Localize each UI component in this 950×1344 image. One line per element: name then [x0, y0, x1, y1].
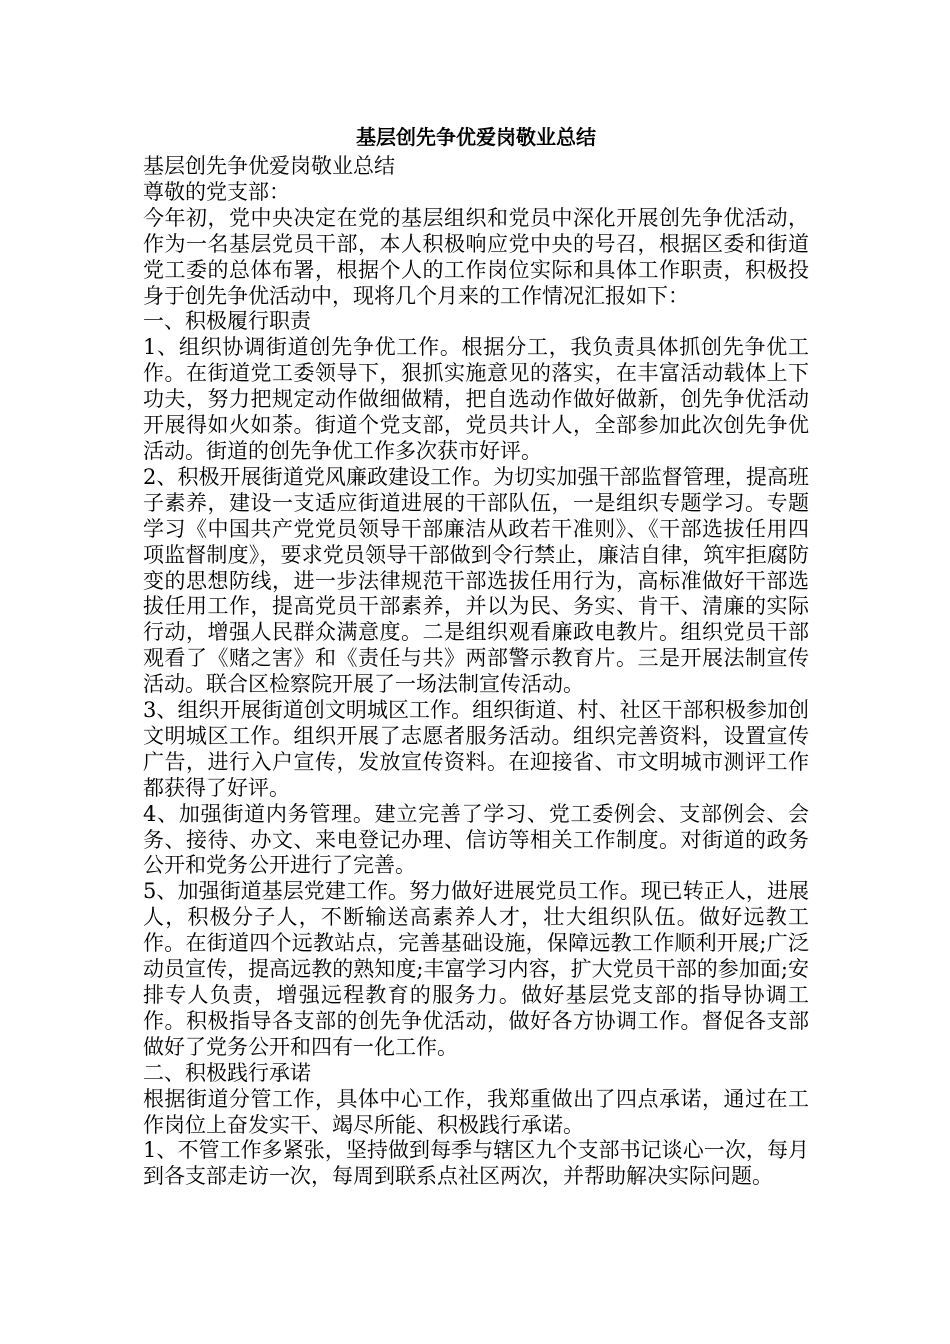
section-heading-2: 二、积极践行承诺 — [143, 1060, 311, 1085]
paragraph-item-1-2: 2、积极开展街道党风廉政建设工作。为切实加强干部监督管理，提高班子素养，建设一支适应街道进展的干部队伍，一是组织专题学习。专题学习《中国共产党党员领导干部廉洁从政若干准则》、《干部选拔任用四项监督制度》，要求党员领导干部做到令行禁止，廉洁自律，筑牢拒腐防变的思想防线，进一步法律规范干部选拔任用行为，高标准做好干部选拔任用工作，提高党员干部素养，并以为民、务实、肯干、清廉的实际行动，增强人民群众满意度。二是组织观看廉政电教片。组织党员干部观看了《赌之害》和《责任与共》两部警示教育片。三是开展法制宣传活动。联合区检察院开展了一场法制宣传活动。 — [143, 464, 809, 697]
paragraph-item-1-4: 4、加强街道内务管理。建立完善了学习、党工委例会、支部例会、会务、接待、办文、来电登记办理、信访等相关工作制度。对街道的政务公开和党务公开进行了完善。 — [143, 801, 809, 878]
paragraph-item-1-3: 3、组织开展街道创文明城区工作。组织街道、村、社区干部积极参加创文明城区工作。组织开展了志愿者服务活动。组织完善资料，设置宣传广告，进行入户宣传，发放宣传资料。在迎接省、市文明城市测评工作都获得了好评。 — [143, 698, 809, 800]
document-page — [143, 120, 809, 1190]
paragraph-item-2-1: 1、不管工作多紧张，坚持做到每季与辖区九个支部书记谈心一次，每月到各支部走访一次，每周到联系点社区两次，并帮助解决实际问题。 — [143, 1138, 809, 1189]
paragraph-section-2-intro: 根据街道分管工作，具体中心工作，我郑重做出了四点承诺，通过在工作岗位上奋发实干、竭尽所能、积极践行承诺。 — [143, 1086, 809, 1137]
paragraph-item-1-5: 5、加强街道基层党建工作。努力做好进展党员工作。现已转正人，进展人，积极分子人，不断输送高素养人才，壮大组织队伍。做好远教工作。在街道四个远教站点，完善基础设施，保障远教工作顺利开展;广泛动员宣传，提高远教的熟知度;丰富学习内容，扩大党员干部的参加面;安排专人负责，增强远程教育的服务力。做好基层党支部的指导协调工作。积极指导各支部的创先争优活动，做好各方协调工作。督促各支部做好了党务公开和四有一化工作。 — [143, 879, 809, 1059]
section-heading-1: 一、积极履行职责 — [143, 309, 311, 334]
paragraph-intro: 今年初，党中央决定在党的基层组织和党员中深化开展创先争优活动，作为一名基层党员干部，本人积极响应党中央的号召，根据区委和街道党工委的总体布署，根据个人的工作岗位实际和具体工作职责，积极投身于创先争优活动中，现将几个月来的工作情况汇报如下： — [143, 205, 809, 308]
paragraph-item-1-1: 1、组织协调街道创先争优工作。根据分工，我负责具体抓创先争优工作。在街道党工委领导下，狠抓实施意见的落实，在丰富活动载体上下功夫，努力把规定动作做细做精，把自选动作做好做新，创先争优活动开展得如火如荼。街道个党支部，党员共计人，全部参加此次创先争优活动。街道的创先争优工作多次获市好评。 — [143, 335, 809, 463]
paragraph-subtitle: 基层创先争优爱岗敬业总结 — [143, 154, 395, 178]
document-title: 基层创先争优爱岗敬业总结 — [356, 125, 596, 149]
paragraph-salutation: 尊敬的党支部： — [143, 179, 290, 204]
